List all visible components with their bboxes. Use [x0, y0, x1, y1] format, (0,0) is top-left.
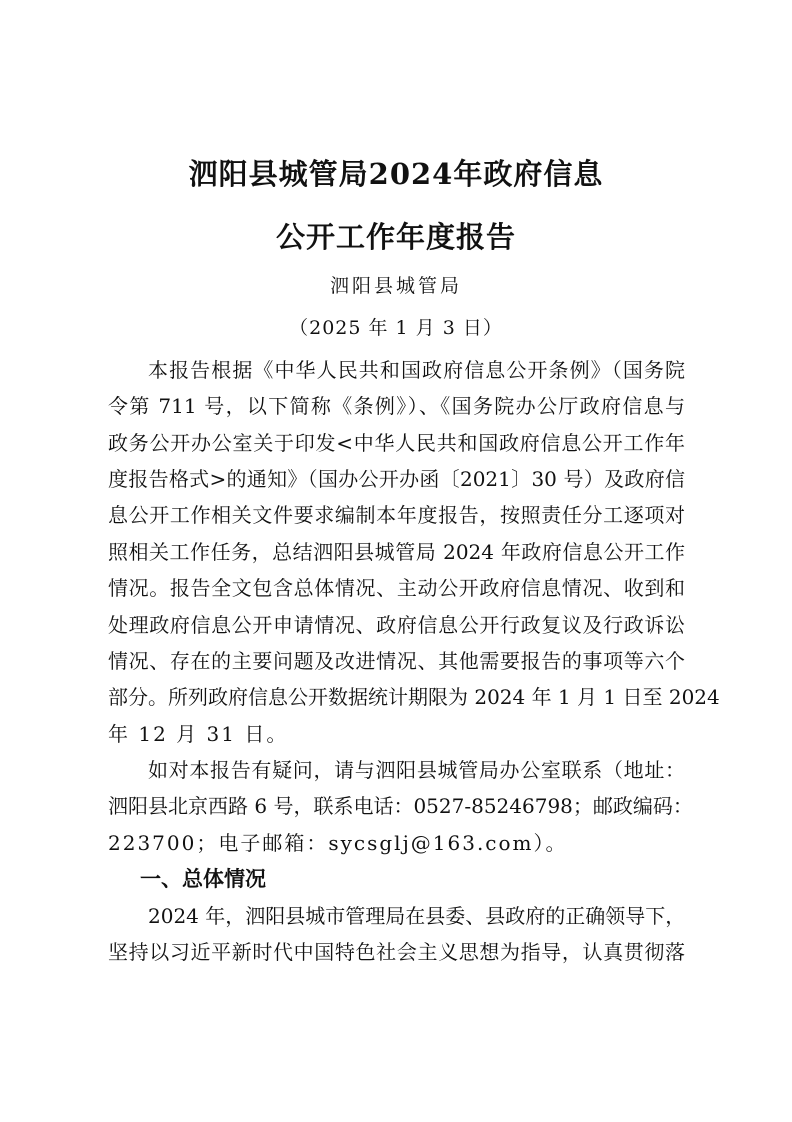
document-author: 泗阳县城管局	[329, 275, 462, 297]
text-line: 坚持以习近平新时代中国特色社会主义思想为指导，认真贯彻落	[108, 940, 685, 964]
text-line: 照相关工作任务，总结泗阳县城管局 2024 年政府信息公开工作	[108, 540, 685, 564]
text-line: 政务公开办公室关于印发<中华人民共和国政府信息公开工作年	[108, 431, 685, 455]
section-heading: 一、总体情况	[140, 867, 266, 891]
text-line: 本报告根据《中华人民共和国政府信息公开条例》（国务院	[148, 358, 685, 382]
text-line: 处理政府信息公开申请情况、政府信息公开行政复议及行政诉讼	[108, 613, 685, 637]
text-line: 息公开工作相关文件要求编制本年度报告，按照责任分工逐项对	[108, 503, 685, 527]
document-title-line-2: 公开工作年度报告	[275, 220, 516, 254]
text-line: 如对本报告有疑问，请与泗阳县城管局办公室联系（地址：	[148, 758, 685, 782]
text-line: 度报告格式>的通知》（国办公开办函〔2021〕30 号）及政府信	[108, 467, 685, 491]
text-line: 泗阳县北京西路 6 号，联系电话：0527-85246798；邮政编码：	[108, 794, 693, 818]
text-line: 情况。报告全文包含总体情况、主动公开政府信息情况、收到和	[108, 576, 685, 600]
text-line: 令第 711 号，以下简称《条例》）、《国务院办公厅政府信息与	[108, 394, 685, 418]
text-line: 2024 年，泗阳县城市管理局在县委、县政府的正确领导下，	[148, 904, 686, 928]
document-date: （2025 年 1 月 3 日）	[289, 317, 503, 339]
document-title-line-1: 泗阳县城管局2024年政府信息	[188, 157, 604, 191]
text-line: 情况、存在的主要问题及改进情况、其他需要报告的事项等六个	[108, 649, 685, 673]
text-line: 部分。所列政府信息公开数据统计期限为 2024 年 1 月 1 日至 2024	[108, 685, 720, 709]
text-line: 223700；电子邮箱：sycsglj@163.com）。	[108, 831, 568, 855]
text-line: 年 12 月 31 日。	[108, 722, 289, 746]
